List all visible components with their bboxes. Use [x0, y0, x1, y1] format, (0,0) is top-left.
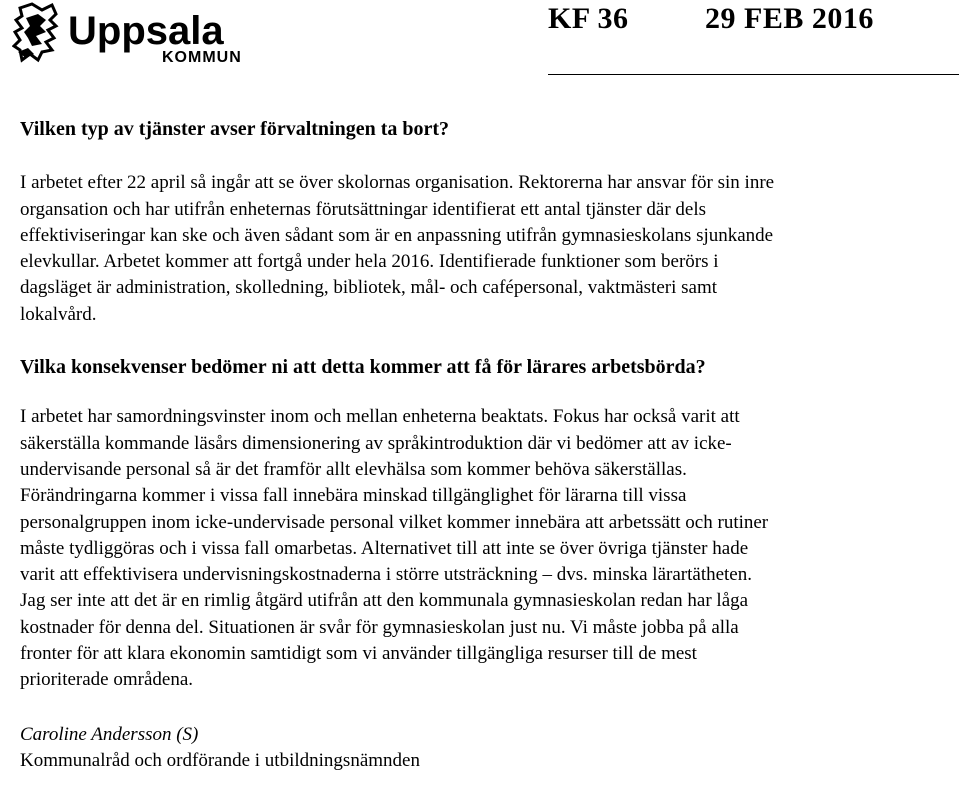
document-body [20, 112, 950, 774]
document-meta [548, 2, 874, 36]
crest-icon [14, 4, 56, 60]
uppsala-kommun-logo [12, 2, 274, 66]
answer-2-paragraph: I arbetet har samordningsvinster inom och mellan enheterna beaktats. Fokus har också varit att säkerställa kommande läsårs dimensionering av språkintroduktion där vi bedömer att av icke- undervisande personal så är det framför allt elevhälsa som kommer behöva säkerställas. Förändringarna kommer i vissa fall innebära minskad tillgänglighet för lärarna till vissa personalgruppen inom icke-undervisade personal vilket kommer innebära att arbetssätt och rutiner måste tydliggöras och i vissa fall omarbetas. Alternativet till att inte se över övriga tjänster hade varit att effektivisera undervisningskostnaderna i större utsträckning – dvs. minska lärartätheten. Jag ser inte att det är en rimlig åtgärd utifrån att den kommunala gymnasieskolan redan har låga kostnader för denna del. Situationen är svår för gymnasieskolan just nu. Vi måste jobba på alla fronter för att klara ekonomin samtidigt som vi använder tillgängliga resurser till de mest prioriterade områdena. [20, 406, 769, 691]
signature-name: Caroline Andersson (S) [20, 723, 199, 745]
document-date: 29 FEB 2016 [705, 2, 874, 35]
logo-subtext: KOMMUN [162, 49, 242, 66]
document-id: KF 36 [548, 2, 629, 35]
answer-1-paragraph: I arbetet efter 22 april så ingår att se över skolornas organisation. Rektorerna har ansvar för sin inre organsation och har utifrån enheternas förutsättningar identifierat ett antal tjänster där dels effektiviseringar kan ske och även sådant som är en anpassning utifrån gymnasieskolans sjunkande elevkullar. Arbetet kommer att fortgå under hela 2016. Identifierade funktioner som berörs i dagsläget är administration, skolledning, bibliotek, mål- och cafépersonal, vaktmästeri samt lokalvård. [20, 172, 775, 325]
question-1-heading: Vilken typ av tjänster avser förvaltningen ta bort? [20, 118, 450, 140]
uppsala-logo-graphic [12, 2, 274, 66]
question-2-heading: Vilka konsekvenser bedömer ni att detta kommer att få för lärares arbetsbörda? [20, 356, 706, 379]
header-rule [548, 74, 959, 75]
logo-wordmark: Uppsala [68, 9, 224, 53]
signature-title: Kommunalråd och ordförande i utbildningsnämnden [20, 749, 420, 771]
page-header [0, 0, 959, 76]
